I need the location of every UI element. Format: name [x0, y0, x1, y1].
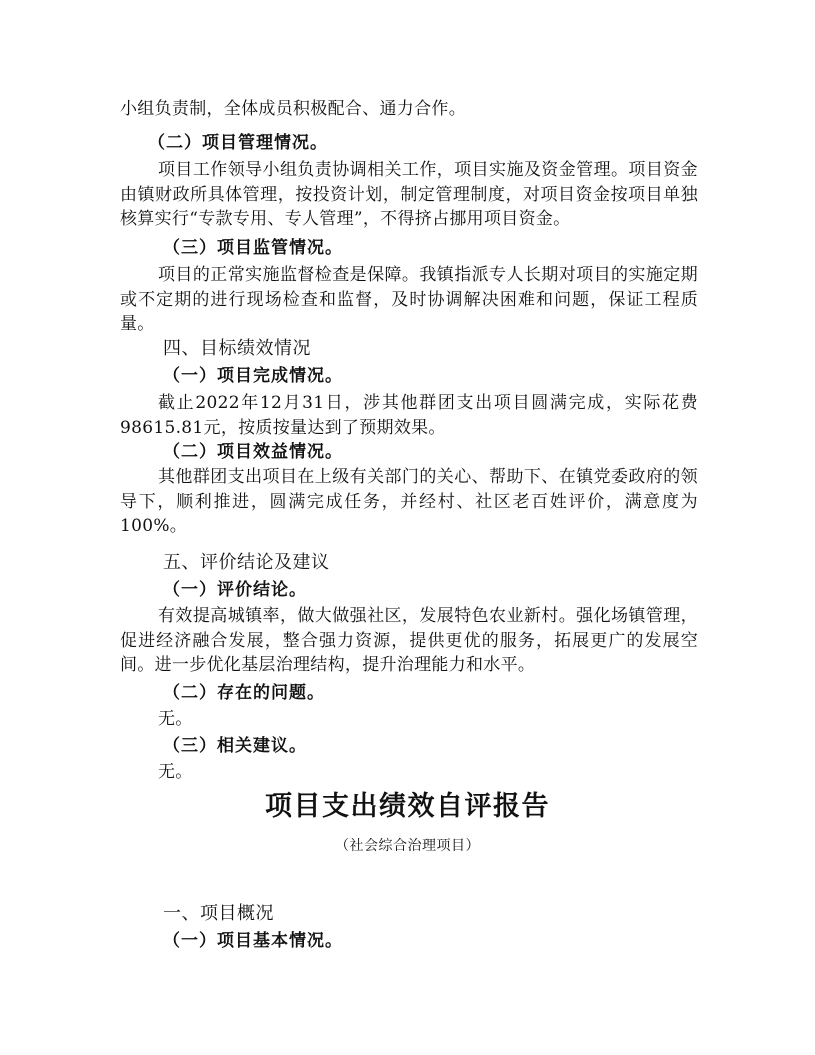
sub-heading-project-management: （二）项目管理情况。 — [148, 133, 328, 153]
sub-heading-evaluation: （一）评价结论。 — [163, 580, 307, 600]
sub-heading-problems: （二）存在的问题。 — [163, 683, 325, 703]
paragraph-project-management: 项目工作领导小组负责协调相关工作，项目实施及资金管理。项目资金由镇财政所具体管理，按投资计划，制定管理制度，对项目资金按项目单独核算实行“专款专用、专人管理”，不得挤占挪用项目资金。 — [120, 160, 698, 229]
paragraph-problems: 无。 — [158, 709, 193, 729]
sub-heading-benefits: （二）项目效益情况。 — [163, 442, 343, 462]
section-heading-performance: 四、目标绩效情况 — [163, 338, 311, 359]
paragraph-evaluation: 有效提高城镇率，做大做强社区，发展特色农业新村。强化场镇管理，促进经济融合发展，整合强力资源，提供更优的服务，拓展更广的发展空间。进一步优化基层治理结构，提升治理能力和水平。 — [120, 606, 698, 675]
sub-heading-suggestions: （三）相关建议。 — [163, 736, 307, 756]
section-heading-conclusion: 五、评价结论及建议 — [163, 552, 330, 573]
paragraph-completion: 截止2022年12月31日，涉其他群团支出项目圆满完成，实际花费98615.81元，按质按量达到了预期效果。 — [120, 393, 698, 438]
sub-heading-completion: （一）项目完成情况。 — [163, 366, 343, 386]
report-subtitle: （社会综合治理项目） — [335, 838, 480, 854]
section-heading-overview: 一、项目概况 — [163, 903, 274, 924]
paragraph-benefits: 其他群团支出项目在上级有关部门的关心、帮助下、在镇党委政府的领导下，顺利推进，圆满完成任务，并经村、社区老百姓评价，满意度为100%。 — [120, 467, 698, 536]
continuation-text: 小组负责制，全体成员积极配合、通力合作。 — [120, 99, 466, 119]
paragraph-suggestions: 无。 — [158, 762, 193, 782]
sub-heading-project-supervision: （三）项目监管情况。 — [163, 238, 343, 258]
report-title: 项目支出绩效自评报告 — [265, 791, 550, 822]
sub-heading-basic-info: （一）项目基本情况。 — [163, 931, 343, 951]
paragraph-project-supervision: 项目的正常实施监督检查是保障。我镇指派专人长期对项目的实施定期或不定期的进行现场检查和监督，及时协调解决困难和问题，保证工程质量。 — [120, 265, 698, 334]
